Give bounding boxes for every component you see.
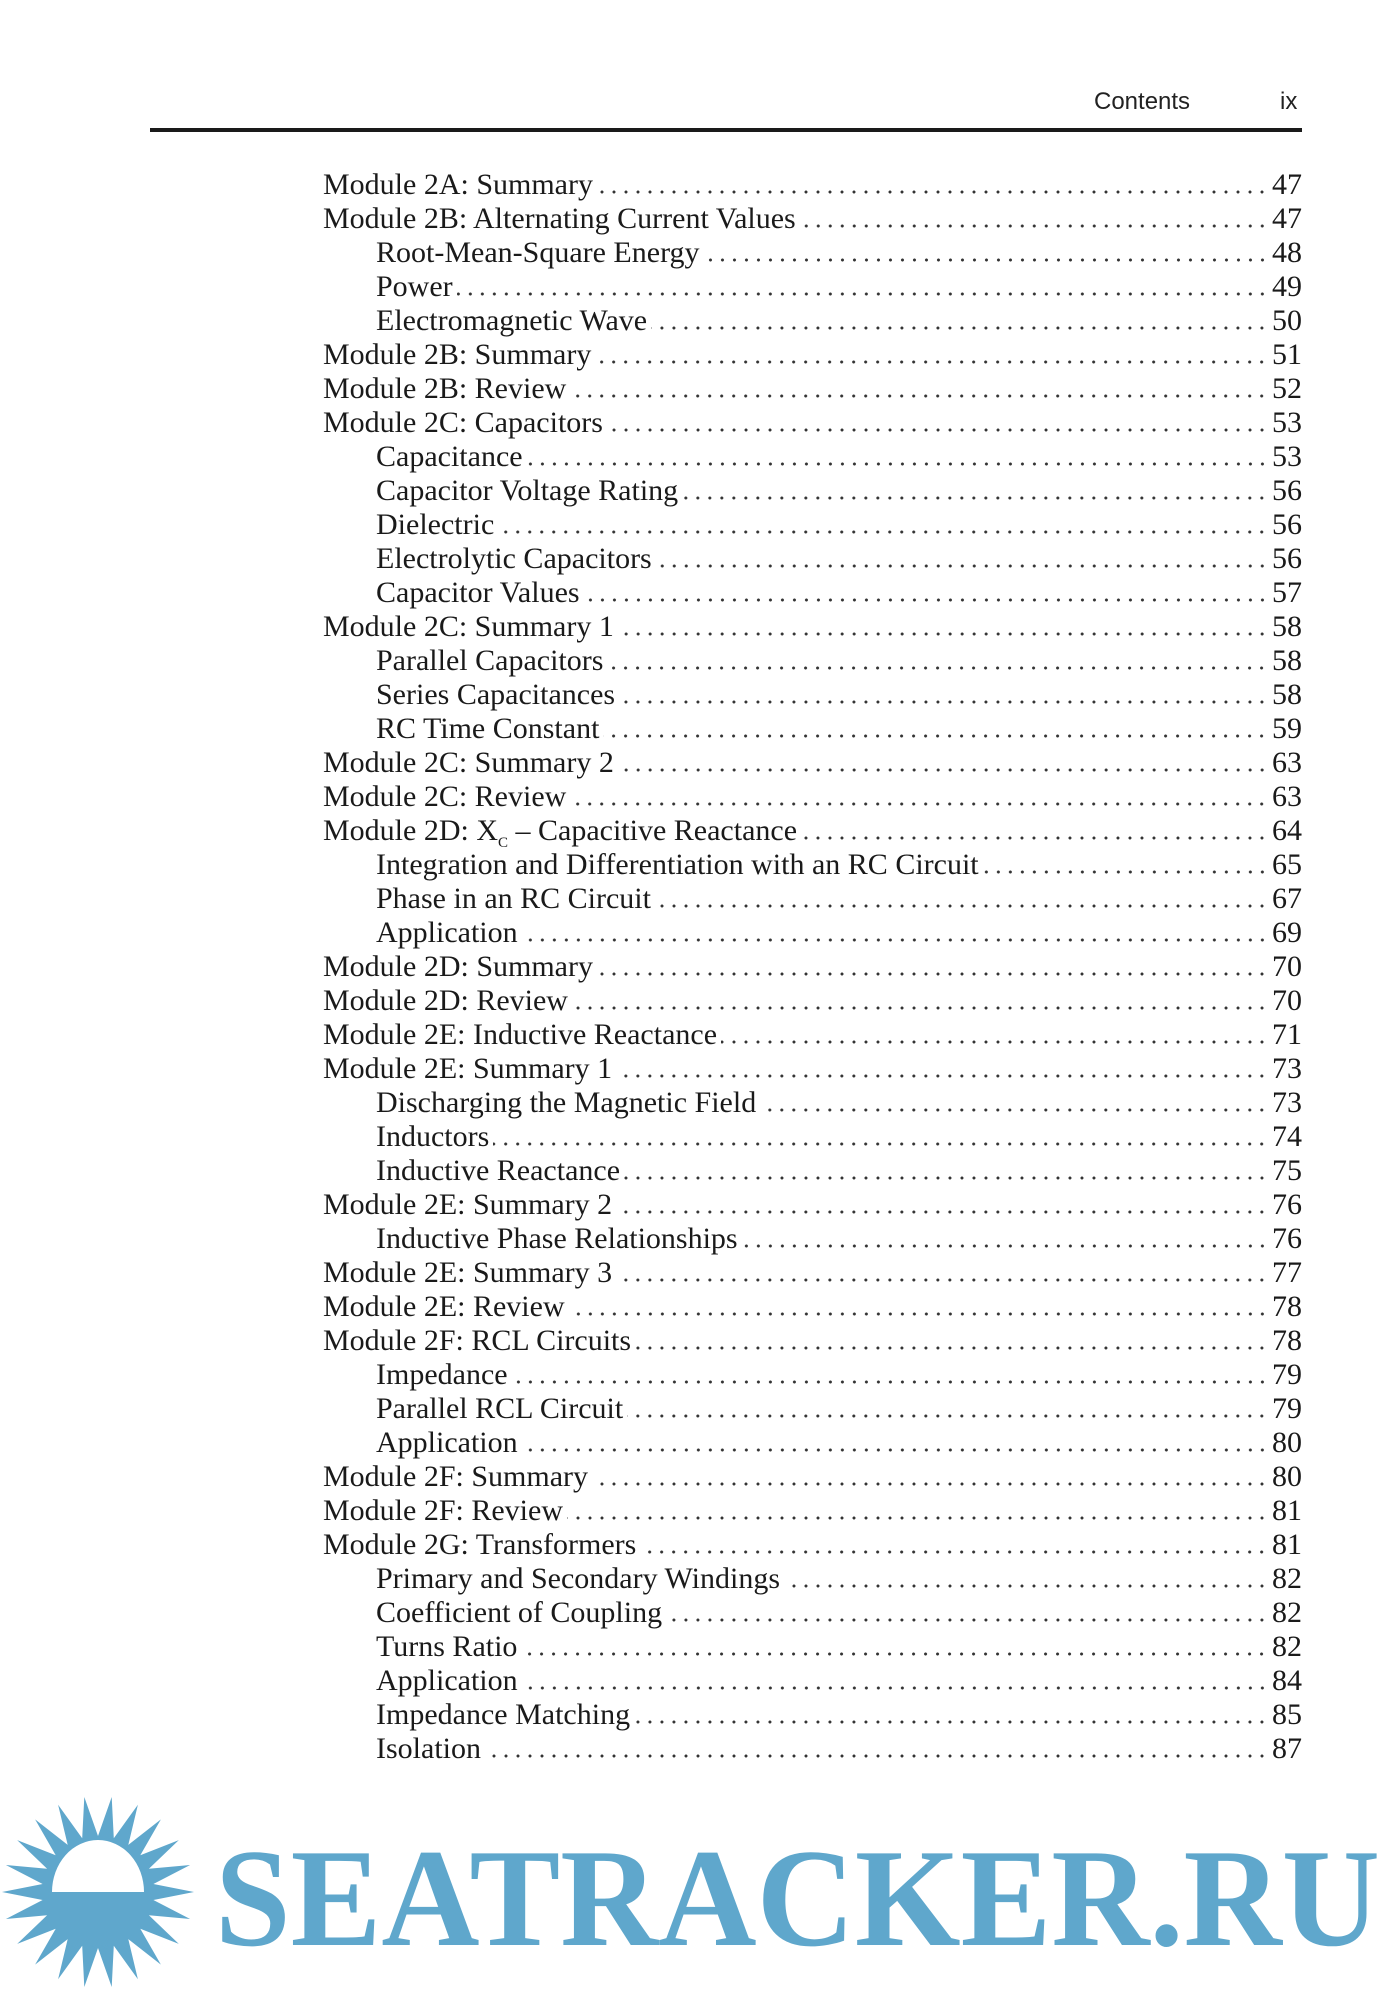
toc-entry-page: 82 xyxy=(1272,1630,1302,1663)
toc-entry[interactable] xyxy=(323,1562,1302,1596)
toc-entry-title: Inductive Reactance xyxy=(376,1154,621,1187)
toc-entry-page: 47 xyxy=(1272,202,1302,235)
toc-entry-title: Module 2E: Summary 2 xyxy=(323,1188,613,1221)
dot-leader xyxy=(624,1154,1268,1188)
toc-entry-title: Module 2G: Transformers xyxy=(323,1528,637,1561)
dot-leader xyxy=(656,542,1268,576)
dot-leader xyxy=(634,1698,1268,1732)
toc-entry-title: Module 2E: Summary 1 xyxy=(323,1052,613,1085)
toc-entry-page: 58 xyxy=(1272,678,1302,711)
dot-leader xyxy=(570,780,1268,814)
toc-entry[interactable] xyxy=(323,270,1302,304)
dot-leader xyxy=(635,1324,1268,1358)
toc-entry-title: Isolation xyxy=(376,1732,481,1765)
dot-leader xyxy=(522,916,1268,950)
toc-entry-page: 48 xyxy=(1272,236,1302,269)
toc-entry-page: 84 xyxy=(1272,1664,1302,1697)
toc-entry[interactable] xyxy=(323,1596,1302,1630)
dot-leader xyxy=(603,712,1268,746)
toc-entry-page: 71 xyxy=(1272,1018,1302,1051)
toc-entry-title: Capacitance xyxy=(376,440,523,473)
toc-entry-page: 75 xyxy=(1272,1154,1302,1187)
dot-leader xyxy=(597,168,1268,202)
toc-entry[interactable] xyxy=(323,1018,1302,1052)
toc-entry-title: Module 2E: Review xyxy=(323,1290,565,1323)
toc-entry-page: 85 xyxy=(1272,1698,1302,1731)
toc-entry[interactable] xyxy=(323,576,1302,610)
toc-entry-page: 73 xyxy=(1272,1052,1302,1085)
toc-entry-title: Inductors xyxy=(376,1120,490,1153)
toc-entry[interactable] xyxy=(323,168,1302,202)
toc-entry[interactable] xyxy=(323,848,1302,882)
dot-leader xyxy=(569,1290,1268,1324)
dot-leader xyxy=(616,1052,1268,1086)
sun-icon xyxy=(2,1797,194,1987)
toc-entry-page: 56 xyxy=(1272,542,1302,575)
toc-entry-title: Root-Mean-Square Energy xyxy=(376,236,700,269)
toc-entry-title: Module 2C: Capacitors xyxy=(323,406,603,439)
toc-entry-page: 53 xyxy=(1272,440,1302,473)
toc-entry-title: Module 2D: $X_C$ – Capacitive Reactance xyxy=(323,814,798,851)
toc-entry[interactable] xyxy=(323,610,1302,644)
toc-entry-title: Electromagnetic Wave xyxy=(376,304,648,337)
toc-entry-page: 81 xyxy=(1272,1494,1302,1527)
dot-leader xyxy=(640,1528,1268,1562)
toc-entry[interactable] xyxy=(323,202,1302,236)
toc-entry-page: 76 xyxy=(1272,1222,1302,1255)
dot-leader xyxy=(597,950,1268,984)
dot-leader xyxy=(521,1630,1268,1664)
toc-entry[interactable] xyxy=(323,542,1302,576)
toc-entry[interactable] xyxy=(323,1052,1302,1086)
toc-entry[interactable] xyxy=(323,1732,1302,1766)
toc-entry-title: Impedance xyxy=(376,1358,508,1391)
dot-leader xyxy=(721,1018,1268,1052)
toc-entry[interactable] xyxy=(323,304,1302,338)
dot-leader xyxy=(527,440,1268,474)
subscript: C xyxy=(498,835,509,851)
toc-entry-title: Application xyxy=(376,1664,518,1697)
dot-leader xyxy=(616,1256,1268,1290)
toc-entry-title: Series Capacitances xyxy=(376,678,616,711)
dot-leader xyxy=(704,236,1268,270)
toc-entry-title: Module 2C: Summary 1 xyxy=(323,610,614,643)
dot-leader xyxy=(485,1732,1268,1766)
toc-entry[interactable] xyxy=(323,1528,1302,1562)
toc-entry[interactable] xyxy=(323,1188,1302,1222)
dot-leader xyxy=(627,1392,1268,1426)
dot-leader xyxy=(983,848,1268,882)
watermark-logo xyxy=(0,1780,1400,2000)
toc-entry-title: Module 2F: RCL Circuits xyxy=(323,1324,632,1357)
toc-entry-page: 79 xyxy=(1272,1392,1302,1425)
toc-entry[interactable] xyxy=(323,814,1302,851)
toc-entry[interactable] xyxy=(323,1460,1302,1494)
toc-entry-title: Dielectric xyxy=(376,508,495,541)
toc-entry[interactable] xyxy=(323,338,1302,372)
toc-entry[interactable] xyxy=(323,1698,1302,1732)
toc-entry-title: Module 2D: Summary xyxy=(323,950,593,983)
dot-leader xyxy=(800,202,1268,236)
dot-leader xyxy=(655,882,1268,916)
toc-entry-page: 63 xyxy=(1272,780,1302,813)
toc-entry[interactable] xyxy=(323,1426,1302,1460)
toc-entry-page: 63 xyxy=(1272,746,1302,779)
toc-entry[interactable] xyxy=(323,1324,1302,1358)
dot-leader xyxy=(607,644,1268,678)
toc-entry-page: 64 xyxy=(1272,814,1302,847)
toc-entry[interactable] xyxy=(323,1154,1302,1188)
toc-entry-page: 69 xyxy=(1272,916,1302,949)
toc-entry-page: 79 xyxy=(1272,1358,1302,1391)
dot-leader xyxy=(522,1664,1268,1698)
toc-entry-title: Electrolytic Capacitors xyxy=(376,542,652,575)
toc-entry-page: 73 xyxy=(1272,1086,1302,1119)
toc-entry-title: Module 2D: Review xyxy=(323,984,568,1017)
dot-leader xyxy=(666,1596,1268,1630)
toc-entry[interactable] xyxy=(323,780,1302,814)
toc-entry-page: 77 xyxy=(1272,1256,1302,1289)
toc-entry[interactable] xyxy=(323,882,1302,916)
toc-entry[interactable] xyxy=(323,474,1302,508)
toc-entry[interactable] xyxy=(323,678,1302,712)
dot-leader xyxy=(784,1562,1268,1596)
dot-leader xyxy=(570,372,1268,406)
header-rule xyxy=(150,128,1302,132)
toc-entry-page: 52 xyxy=(1272,372,1302,405)
toc-entry-title: Module 2E: Summary 3 xyxy=(323,1256,613,1289)
toc-entry[interactable] xyxy=(323,1494,1302,1528)
toc-entry-page: 81 xyxy=(1272,1528,1302,1561)
running-header-title: Contents xyxy=(1094,88,1191,115)
toc-entry-page: 57 xyxy=(1272,576,1302,609)
toc-entry-title: Inductive Phase Relationships xyxy=(376,1222,738,1255)
toc-entry-title: Impedance Matching xyxy=(376,1698,631,1731)
dot-leader xyxy=(522,1426,1268,1460)
toc-entry-page: 80 xyxy=(1272,1426,1302,1459)
toc-entry-page: 78 xyxy=(1272,1324,1302,1357)
toc-entry[interactable] xyxy=(323,406,1302,440)
toc-entry-title: Module 2A: Summary xyxy=(323,168,593,201)
toc-entry-page: 56 xyxy=(1272,474,1302,507)
toc-entry-page: 51 xyxy=(1272,338,1302,371)
toc-entry[interactable] xyxy=(323,1256,1302,1290)
toc-entry[interactable] xyxy=(323,644,1302,678)
dot-leader xyxy=(493,1120,1268,1154)
dot-leader xyxy=(801,814,1268,848)
toc-entry[interactable] xyxy=(323,372,1302,406)
toc-entry-page: 58 xyxy=(1272,610,1302,643)
toc-entry-title: Application xyxy=(376,916,518,949)
toc-entry[interactable] xyxy=(323,1290,1302,1324)
toc-entry-page: 78 xyxy=(1272,1290,1302,1323)
dot-leader xyxy=(618,746,1268,780)
toc-entry-page: 53 xyxy=(1272,406,1302,439)
toc-entry-title: Module 2B: Review xyxy=(323,372,567,405)
toc-entry-page: 87 xyxy=(1272,1732,1302,1765)
toc-entry[interactable] xyxy=(323,508,1302,542)
toc-entry-page: 82 xyxy=(1272,1596,1302,1629)
toc-entry-title: Module 2E: Inductive Reactance xyxy=(323,1018,718,1051)
toc-entry-title: Module 2B: Alternating Current Values xyxy=(323,202,796,235)
toc-entry-title: Primary and Secondary Windings xyxy=(376,1562,781,1595)
dot-leader xyxy=(742,1222,1268,1256)
toc-entry-title: Integration and Differentiation with an RC Circuit xyxy=(376,848,979,881)
toc-entry-title: Parallel Capacitors xyxy=(376,644,604,677)
toc-entry-page: 70 xyxy=(1272,984,1302,1017)
toc-entry-title: Capacitor Values xyxy=(376,576,580,609)
dot-leader xyxy=(607,406,1268,440)
toc-entry-page: 76 xyxy=(1272,1188,1302,1221)
dot-leader xyxy=(760,1086,1268,1120)
toc-entry[interactable] xyxy=(323,984,1302,1018)
watermark-text: SEATRACKER.RU xyxy=(215,1821,1380,1976)
toc-entry[interactable] xyxy=(323,1630,1302,1664)
toc-entry-title: Coefficient of Coupling xyxy=(376,1596,663,1629)
dot-leader xyxy=(616,1188,1268,1222)
dot-leader xyxy=(682,474,1268,508)
toc-entry-title: Power xyxy=(376,270,453,303)
toc-entry-page: 67 xyxy=(1272,882,1302,915)
dot-leader xyxy=(592,1460,1268,1494)
toc-entry-page: 74 xyxy=(1272,1120,1302,1153)
table-of-contents xyxy=(323,168,1302,1766)
toc-entry-page: 56 xyxy=(1272,508,1302,541)
toc-entry-page: 59 xyxy=(1272,712,1302,745)
dot-leader xyxy=(584,576,1268,610)
toc-entry-title: Module 2C: Review xyxy=(323,780,567,813)
toc-entry[interactable] xyxy=(323,1392,1302,1426)
toc-entry-title: Turns Ratio xyxy=(376,1630,518,1663)
toc-entry-title: Capacitor Voltage Rating xyxy=(376,474,679,507)
toc-entry-page: 80 xyxy=(1272,1460,1302,1493)
toc-entry[interactable] xyxy=(323,1120,1302,1154)
toc-entry-title: Module 2B: Summary xyxy=(323,338,592,371)
toc-entry-page: 65 xyxy=(1272,848,1302,881)
toc-entry-title: Module 2C: Summary 2 xyxy=(323,746,614,779)
toc-entry[interactable] xyxy=(323,1086,1302,1120)
toc-entry-page: 58 xyxy=(1272,644,1302,677)
toc-entry[interactable] xyxy=(323,746,1302,780)
dot-leader xyxy=(595,338,1268,372)
toc-entry-title: Module 2F: Summary xyxy=(323,1460,589,1493)
page-number: ix xyxy=(1280,88,1298,115)
toc-entry-title: Module 2F: Review xyxy=(323,1494,563,1527)
toc-entry-title: Discharging the Magnetic Field xyxy=(376,1086,757,1119)
toc-entry-title: RC Time Constant xyxy=(376,712,600,745)
toc-entry-page: 70 xyxy=(1272,950,1302,983)
toc-entry[interactable] xyxy=(323,1358,1302,1392)
toc-entry-page: 50 xyxy=(1272,304,1302,337)
dot-leader xyxy=(457,270,1268,304)
dot-leader xyxy=(512,1358,1268,1392)
toc-entry[interactable] xyxy=(323,1664,1302,1698)
toc-entry-page: 47 xyxy=(1272,168,1302,201)
toc-entry-title: Parallel RCL Circuit xyxy=(376,1392,624,1425)
toc-entry[interactable] xyxy=(323,440,1302,474)
toc-entry-page: 49 xyxy=(1272,270,1302,303)
toc-entry[interactable] xyxy=(323,950,1302,984)
dot-leader xyxy=(572,984,1268,1018)
dot-leader xyxy=(618,610,1268,644)
toc-entry-page: 82 xyxy=(1272,1562,1302,1595)
toc-entry[interactable] xyxy=(323,236,1302,270)
dot-leader xyxy=(651,304,1268,338)
toc-entry[interactable] xyxy=(323,1222,1302,1256)
dot-leader xyxy=(567,1494,1268,1528)
dot-leader xyxy=(498,508,1268,542)
toc-entry[interactable] xyxy=(323,712,1302,746)
toc-entry-title: Application xyxy=(376,1426,518,1459)
toc-entry[interactable] xyxy=(323,916,1302,950)
dot-leader xyxy=(619,678,1268,712)
toc-entry-title: Phase in an RC Circuit xyxy=(376,882,651,915)
